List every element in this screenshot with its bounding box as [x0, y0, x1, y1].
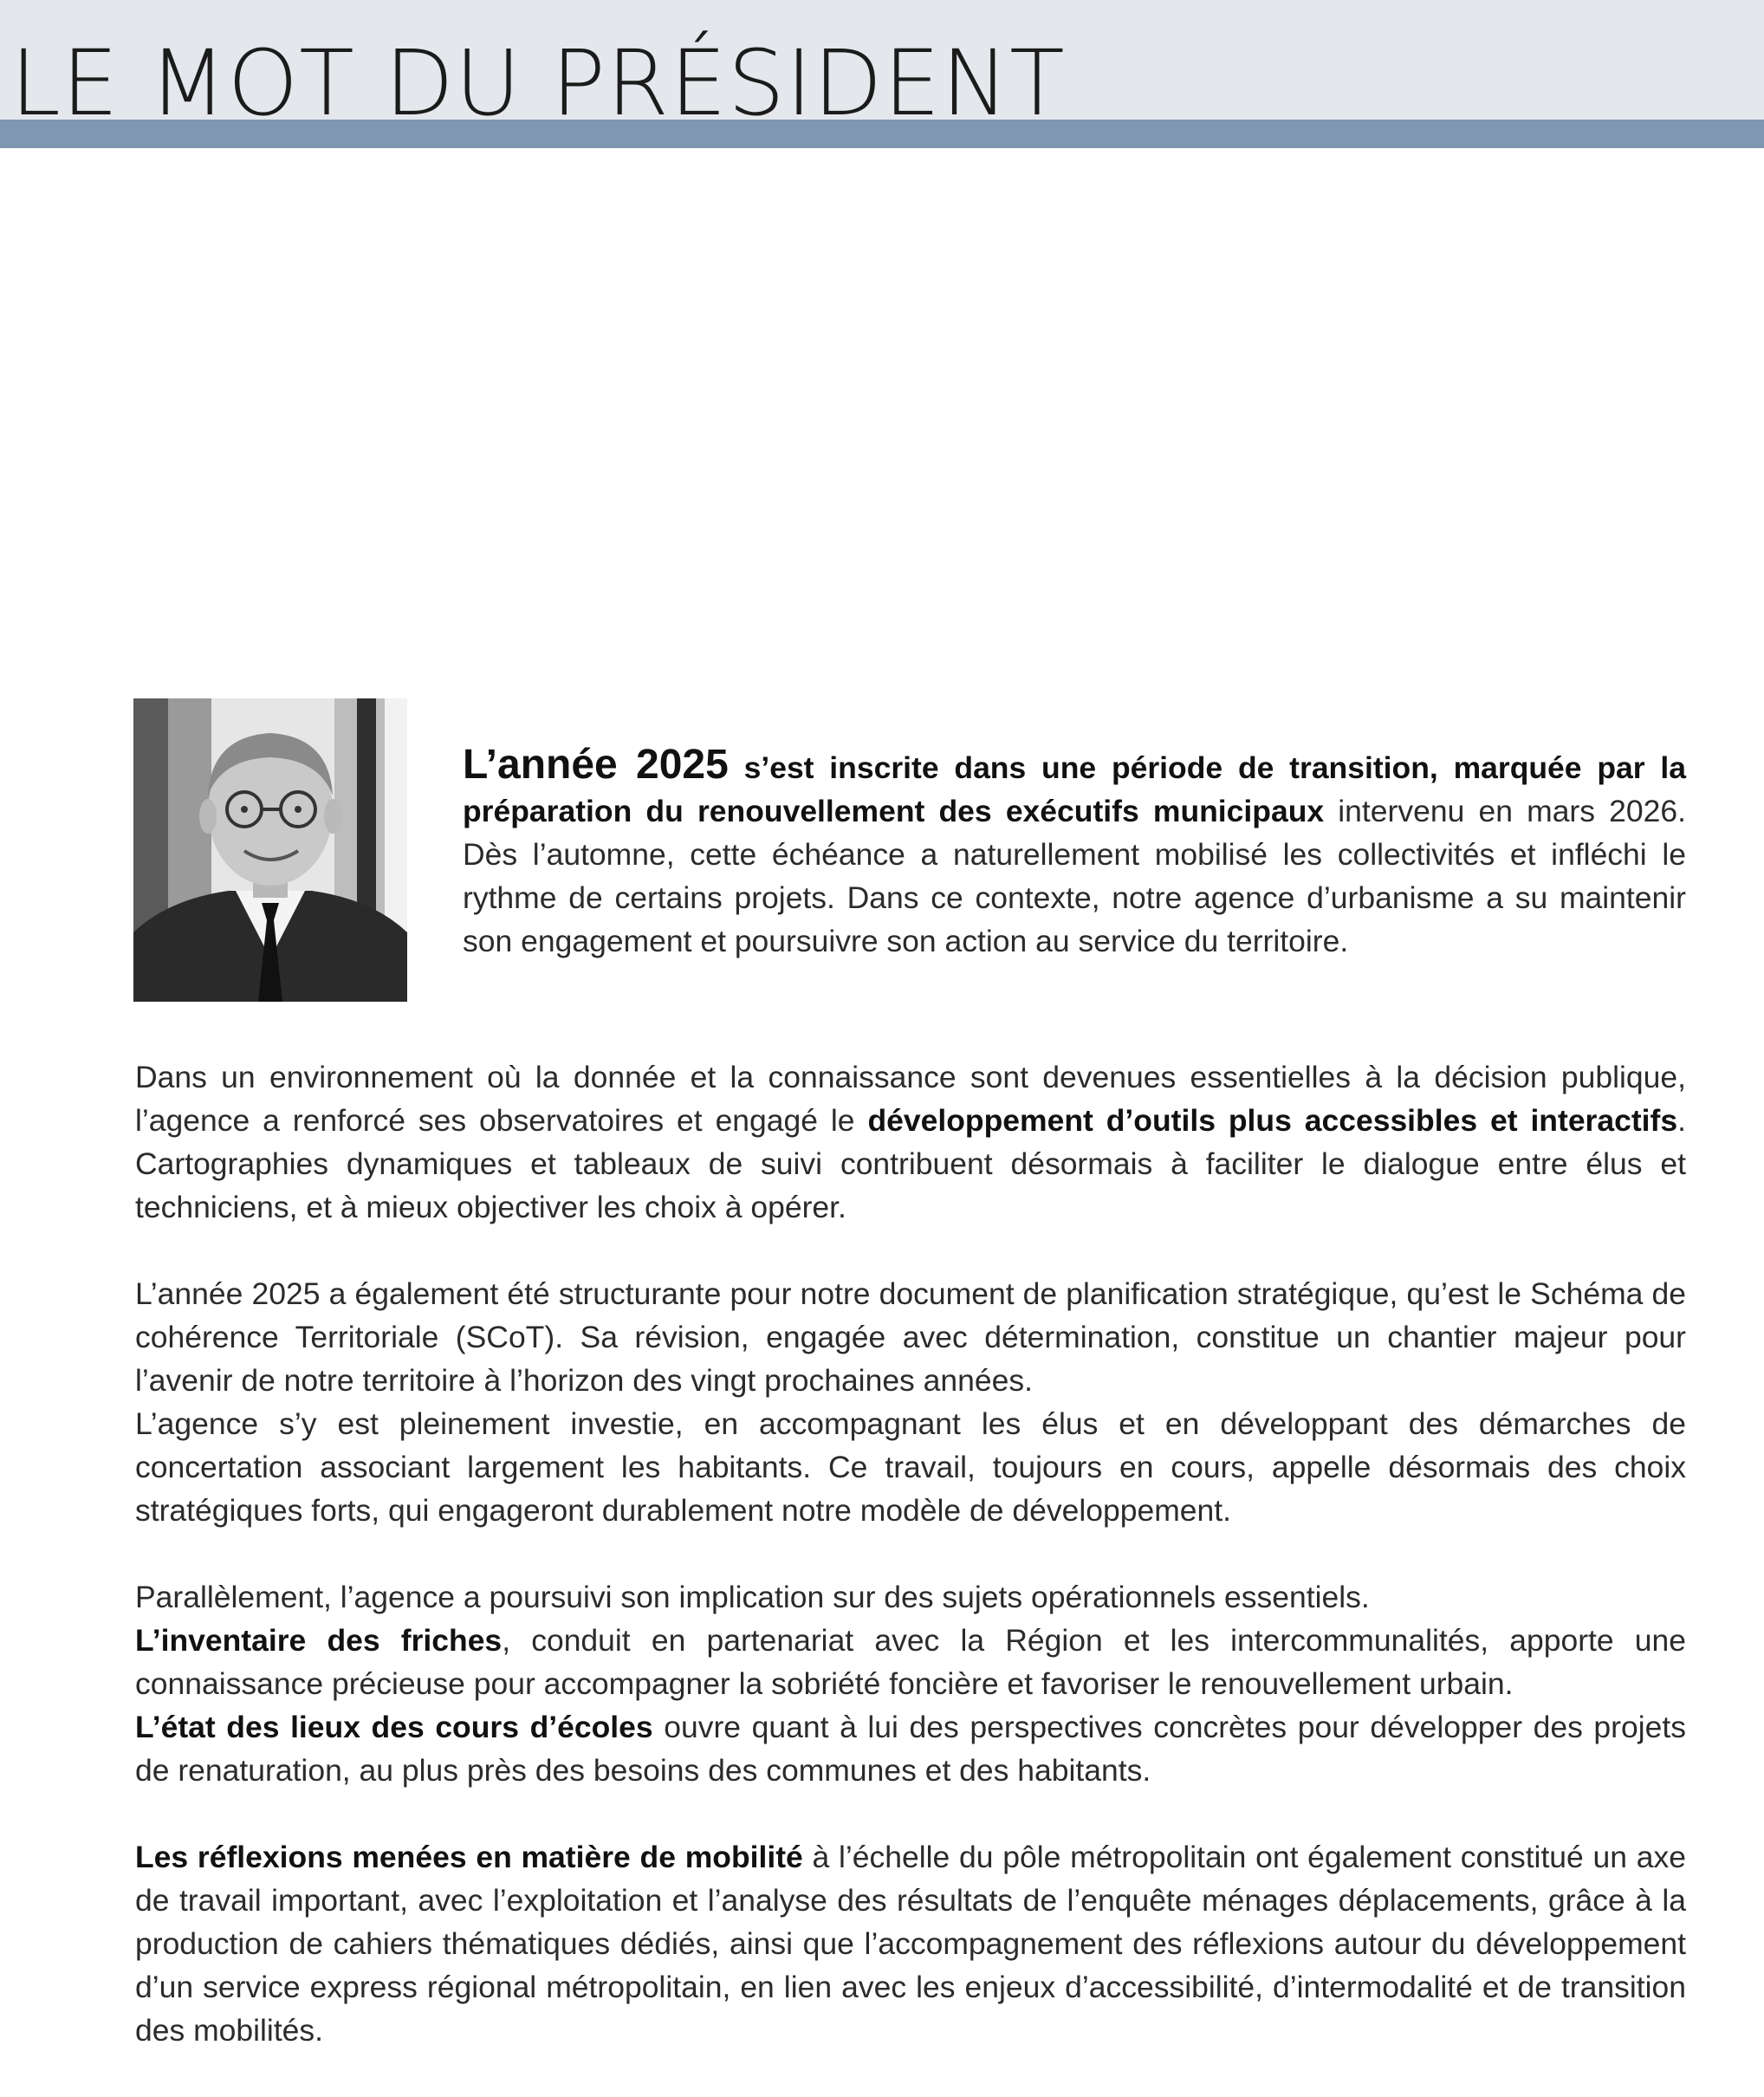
- p3-ecoles-text: ouvre quant à lui des perspectives concrètes pour développer des projets de renaturation, au plus près des besoins des communes et des habitants.: [135, 1710, 1686, 1788]
- paragraph-data-tools: [135, 1055, 1686, 1229]
- p2-text-b: L’agence s’y est pleinement investie, en accompagnant les élus et en développant des démarches de concertation associant largement les habitants. Ce travail, toujours en cours, appelle désormais des choix stratégiques forts, qui engageront durablement notre modèle de développement.: [135, 1406, 1686, 1528]
- paragraph-scot: [135, 1272, 1686, 1532]
- intro-lead: L’année 2025: [463, 742, 729, 788]
- p2-text-a: L’année 2025 a également été structurante pour notre document de planification stratégique, qu’est le Schéma de cohérence Territoriale (SCoT). Sa révision, engagée avec détermination, constitue un chantier majeur pour l’avenir de notre territoire à l’horizon des vingt prochaines années.: [135, 1276, 1686, 1398]
- body-text: [135, 1055, 1686, 2095]
- p3-intro: Parallèlement, l’agence a poursuivi son implication sur des sujets opérationnels essentiels.: [135, 1580, 1370, 1614]
- intro-paragraph: [463, 743, 1686, 963]
- p3-friches: [135, 1619, 1686, 1705]
- intro-bold: s’est inscrite dans une période de transition, marquée par la préparation du renouvellement des exécutifs municipaux: [463, 750, 1686, 828]
- paragraph-mobility: [135, 1835, 1686, 2052]
- intro-text: intervenu en mars 2026. Dès l’automne, cette échéance a naturellement mobilisé les collectivités et infléchi le rythme de certains projets. Dans ce contexte, notre agence d’urbanisme a su maintenir son engagement et poursuivre son action au service du territoire.: [463, 794, 1686, 958]
- p4-bold: Les réflexions menées en matière de mobilité: [135, 1840, 803, 1874]
- p3-friches-text: , conduit en partenariat avec la Région et les intercommunalités, apporte une connaissance précieuse pour accompagner la sobriété foncière et favoriser le renouvellement urbain.: [135, 1623, 1687, 1701]
- president-portrait-photo: [133, 698, 407, 1002]
- p1-text-c: . Cartographies dynamiques et tableaux de suivi contribuent désormais à faciliter le dialogue entre élus et techniciens, et à mieux objectiver les choix à opérer.: [135, 1103, 1686, 1224]
- p3-ecoles-bold: L’état des lieux des cours d’écoles: [135, 1710, 653, 1744]
- p1-text-a: Dans un environnement où la donnée et la connaissance sont devenues essentielles à la décision publique, l’agence a renforcé ses observatoires et engagé le: [135, 1060, 1686, 1138]
- paragraph-operational: [135, 1575, 1686, 1792]
- page-title: LE MOT DU PRÉSIDENT: [10, 30, 1066, 136]
- p4-text: à l’échelle du pôle métropolitain ont également constitué un axe de travail important, avec l’exploitation et l’analyse des résultats de l’enquête ménages déplacements, grâce à la production de cahiers thématiques dédiés, ainsi que l’accompagnement des réflexions autour du développement d’un service express régional métropolitain, en lien avec les enjeux d’accessibilité, d’intermodalité et de transition des mobilités.: [135, 1840, 1686, 2048]
- p1-bold: développement d’outils plus accessibles et interactifs: [867, 1103, 1678, 1138]
- p3-ecoles: [135, 1705, 1686, 1792]
- p3-friches-bold: L’inventaire des friches: [135, 1623, 503, 1658]
